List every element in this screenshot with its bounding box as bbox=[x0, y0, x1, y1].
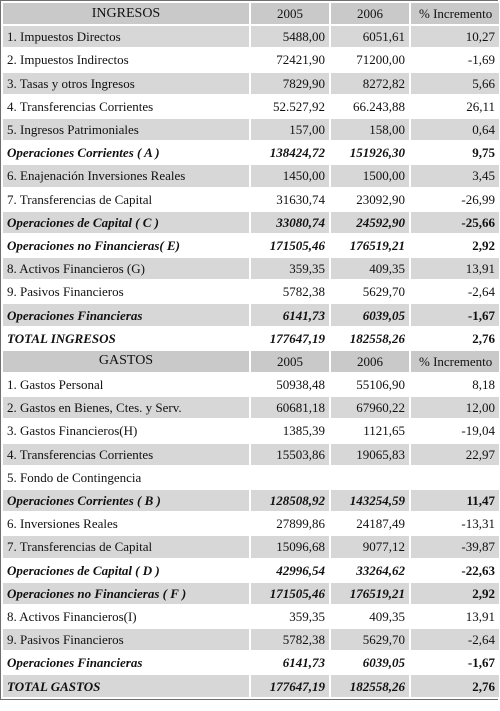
row-label: TOTAL GASTOS bbox=[2, 674, 250, 697]
increment-percent: 0,64 bbox=[410, 118, 500, 141]
value-2005: 1450,00 bbox=[250, 164, 330, 187]
gastos-table-row bbox=[2, 605, 500, 628]
value-2006: 158,00 bbox=[330, 118, 410, 141]
value-2006: 151926,30 bbox=[330, 141, 410, 164]
gastos-table-row bbox=[2, 651, 500, 674]
value-2005 bbox=[250, 466, 330, 489]
value-2006: 409,35 bbox=[330, 605, 410, 628]
value-2005: 42996,54 bbox=[250, 559, 330, 582]
value-2006: 66.243,88 bbox=[330, 95, 410, 118]
gastos-table-row bbox=[2, 512, 500, 535]
gastos-table-row bbox=[2, 559, 500, 582]
value-2006 bbox=[330, 466, 410, 489]
value-2006: 1500,00 bbox=[330, 164, 410, 187]
increment-percent: 2,92 bbox=[410, 582, 500, 605]
value-2005: 5782,38 bbox=[250, 628, 330, 651]
value-2006: 24592,90 bbox=[330, 211, 410, 234]
increment-percent: 2,92 bbox=[410, 234, 500, 257]
row-label: 7. Transferencias de Capital bbox=[2, 188, 250, 211]
value-2006: 71200,00 bbox=[330, 48, 410, 71]
gastos-table-row bbox=[2, 396, 500, 419]
row-label: 9. Pasivos Financieros bbox=[2, 280, 250, 303]
value-2006: 409,35 bbox=[330, 257, 410, 280]
ingresos-table-row bbox=[2, 25, 500, 48]
value-2005: 6141,73 bbox=[250, 303, 330, 326]
row-label: Operaciones Financieras bbox=[2, 303, 250, 326]
value-2006: 33264,62 bbox=[330, 559, 410, 582]
ingresos-header-row bbox=[2, 2, 500, 25]
value-2006: 5629,70 bbox=[330, 628, 410, 651]
increment-percent: -19,04 bbox=[410, 419, 500, 442]
row-label: 2. Gastos en Bienes, Ctes. y Serv. bbox=[2, 396, 250, 419]
value-2006: 23092,90 bbox=[330, 188, 410, 211]
value-2006: 6051,61 bbox=[330, 25, 410, 48]
gastos-table-row bbox=[2, 628, 500, 651]
year-2005-column-header: 2005 bbox=[250, 2, 330, 25]
ingresos-table-row bbox=[2, 72, 500, 95]
value-2005: 177647,19 bbox=[250, 674, 330, 697]
row-label: Operaciones de Capital ( C ) bbox=[2, 211, 250, 234]
ingresos-table-row bbox=[2, 188, 500, 211]
ingresos-table-row bbox=[2, 118, 500, 141]
row-label: 6. Enajenación Inversiones Reales bbox=[2, 164, 250, 187]
value-2005: 15503,86 bbox=[250, 443, 330, 466]
increment-percent: 9,75 bbox=[410, 141, 500, 164]
increment-percent: -39,87 bbox=[410, 535, 500, 558]
value-2006: 67960,22 bbox=[330, 396, 410, 419]
value-2005: 5782,38 bbox=[250, 280, 330, 303]
value-2005: 7829,90 bbox=[250, 72, 330, 95]
gastos-table-row bbox=[2, 373, 500, 396]
increment-percent: -2,64 bbox=[410, 628, 500, 651]
value-2006: 176519,21 bbox=[330, 234, 410, 257]
row-label: 2. Impuestos Indirectos bbox=[2, 48, 250, 71]
ingresos-table-row bbox=[2, 164, 500, 187]
increment-percent: 8,18 bbox=[410, 373, 500, 396]
ingresos-table-row bbox=[2, 211, 500, 234]
increment-percent: -13,31 bbox=[410, 512, 500, 535]
value-2006: 6039,05 bbox=[330, 651, 410, 674]
increment-percent: 22,97 bbox=[410, 443, 500, 466]
value-2005: 138424,72 bbox=[250, 141, 330, 164]
row-label: 8. Activos Financieros (G) bbox=[2, 257, 250, 280]
row-label: 1. Gastos Personal bbox=[2, 373, 250, 396]
ingresos-table-row bbox=[2, 303, 500, 326]
gastos-table-row bbox=[2, 419, 500, 442]
value-2005: 171505,46 bbox=[250, 582, 330, 605]
increment-percent: 26,11 bbox=[410, 95, 500, 118]
value-2006: 182558,26 bbox=[330, 327, 410, 350]
gastos-section-title: GASTOS bbox=[2, 350, 250, 373]
row-label: 9. Pasivos Financieros bbox=[2, 628, 250, 651]
ingresos-table-row bbox=[2, 234, 500, 257]
value-2005: 31630,74 bbox=[250, 188, 330, 211]
value-2005: 171505,46 bbox=[250, 234, 330, 257]
value-2006: 143254,59 bbox=[330, 489, 410, 512]
row-label: 5. Ingresos Patrimoniales bbox=[2, 118, 250, 141]
increment-percent: -22,63 bbox=[410, 559, 500, 582]
value-2006: 176519,21 bbox=[330, 582, 410, 605]
budget-table-body bbox=[2, 2, 500, 698]
row-label: 1. Impuestos Directos bbox=[2, 25, 250, 48]
row-label: 5. Fondo de Contingencia bbox=[2, 466, 250, 489]
increment-percent: 11,47 bbox=[410, 489, 500, 512]
value-2005: 359,35 bbox=[250, 605, 330, 628]
value-2006: 8272,82 bbox=[330, 72, 410, 95]
ingresos-table-row bbox=[2, 257, 500, 280]
value-2005: 177647,19 bbox=[250, 327, 330, 350]
value-2005: 359,35 bbox=[250, 257, 330, 280]
value-2006: 182558,26 bbox=[330, 674, 410, 697]
budget-table bbox=[1, 1, 500, 699]
value-2006: 6039,05 bbox=[330, 303, 410, 326]
ingresos-section-title: INGRESOS bbox=[2, 2, 250, 25]
row-label: Operaciones Corrientes ( B ) bbox=[2, 489, 250, 512]
row-label: Operaciones de Capital ( D ) bbox=[2, 559, 250, 582]
value-2006: 24187,49 bbox=[330, 512, 410, 535]
gastos-table-row bbox=[2, 466, 500, 489]
ingresos-table-row bbox=[2, 141, 500, 164]
increment-percent: 2,76 bbox=[410, 674, 500, 697]
gastos-table-row bbox=[2, 535, 500, 558]
value-2005: 1385,39 bbox=[250, 419, 330, 442]
ingresos-table-row bbox=[2, 280, 500, 303]
value-2006: 1121,65 bbox=[330, 419, 410, 442]
row-label: 7. Transferencias de Capital bbox=[2, 535, 250, 558]
value-2005: 27899,86 bbox=[250, 512, 330, 535]
gastos-header-row bbox=[2, 350, 500, 373]
increment-percent: 13,91 bbox=[410, 605, 500, 628]
value-2005: 72421,90 bbox=[250, 48, 330, 71]
increment-percent: -2,64 bbox=[410, 280, 500, 303]
year-2006-column-header: 2006 bbox=[330, 350, 410, 373]
increment-percent: 12,00 bbox=[410, 396, 500, 419]
value-2005: 15096,68 bbox=[250, 535, 330, 558]
increment-percent: -1,69 bbox=[410, 48, 500, 71]
row-label: 8. Activos Financieros(I) bbox=[2, 605, 250, 628]
increment-percent: 3,45 bbox=[410, 164, 500, 187]
gastos-table-row bbox=[2, 582, 500, 605]
row-label: 4. Transferencias Corrientes bbox=[2, 443, 250, 466]
value-2005: 157,00 bbox=[250, 118, 330, 141]
increment-percent bbox=[410, 466, 500, 489]
increment-percent: -1,67 bbox=[410, 651, 500, 674]
increment-percent: 13,91 bbox=[410, 257, 500, 280]
value-2005: 33080,74 bbox=[250, 211, 330, 234]
row-label: 4. Transferencias Corrientes bbox=[2, 95, 250, 118]
increment-percent: 10,27 bbox=[410, 25, 500, 48]
increment-percent: -26,99 bbox=[410, 188, 500, 211]
increment-percent: -1,67 bbox=[410, 303, 500, 326]
ingresos-table-row bbox=[2, 95, 500, 118]
value-2006: 9077,12 bbox=[330, 535, 410, 558]
increment-percent: -25,66 bbox=[410, 211, 500, 234]
value-2005: 5488,00 bbox=[250, 25, 330, 48]
row-label: Operaciones Financieras bbox=[2, 651, 250, 674]
row-label: 3. Tasas y otros Ingresos bbox=[2, 72, 250, 95]
value-2005: 60681,18 bbox=[250, 396, 330, 419]
row-label: 3. Gastos Financieros(H) bbox=[2, 419, 250, 442]
value-2005: 128508,92 bbox=[250, 489, 330, 512]
year-2006-column-header: 2006 bbox=[330, 2, 410, 25]
value-2005: 52.527,92 bbox=[250, 95, 330, 118]
increment-percent: 2,76 bbox=[410, 327, 500, 350]
row-label: 6. Inversiones Reales bbox=[2, 512, 250, 535]
row-label: TOTAL INGRESOS bbox=[2, 327, 250, 350]
increment-column-header: % Incremento bbox=[410, 350, 500, 373]
increment-column-header: % Incremento bbox=[410, 2, 500, 25]
row-label: Operaciones no Financieras ( F ) bbox=[2, 582, 250, 605]
value-2006: 55106,90 bbox=[330, 373, 410, 396]
gastos-table-row bbox=[2, 443, 500, 466]
ingresos-table-row bbox=[2, 48, 500, 71]
value-2006: 19065,83 bbox=[330, 443, 410, 466]
value-2006: 5629,70 bbox=[330, 280, 410, 303]
year-2005-column-header: 2005 bbox=[250, 350, 330, 373]
increment-percent: 5,66 bbox=[410, 72, 500, 95]
row-label: Operaciones Corrientes ( A ) bbox=[2, 141, 250, 164]
row-label: Operaciones no Financieras( E) bbox=[2, 234, 250, 257]
gastos-table-row bbox=[2, 674, 500, 697]
gastos-table-row bbox=[2, 489, 500, 512]
value-2005: 50938,48 bbox=[250, 373, 330, 396]
value-2005: 6141,73 bbox=[250, 651, 330, 674]
ingresos-table-row bbox=[2, 327, 500, 350]
